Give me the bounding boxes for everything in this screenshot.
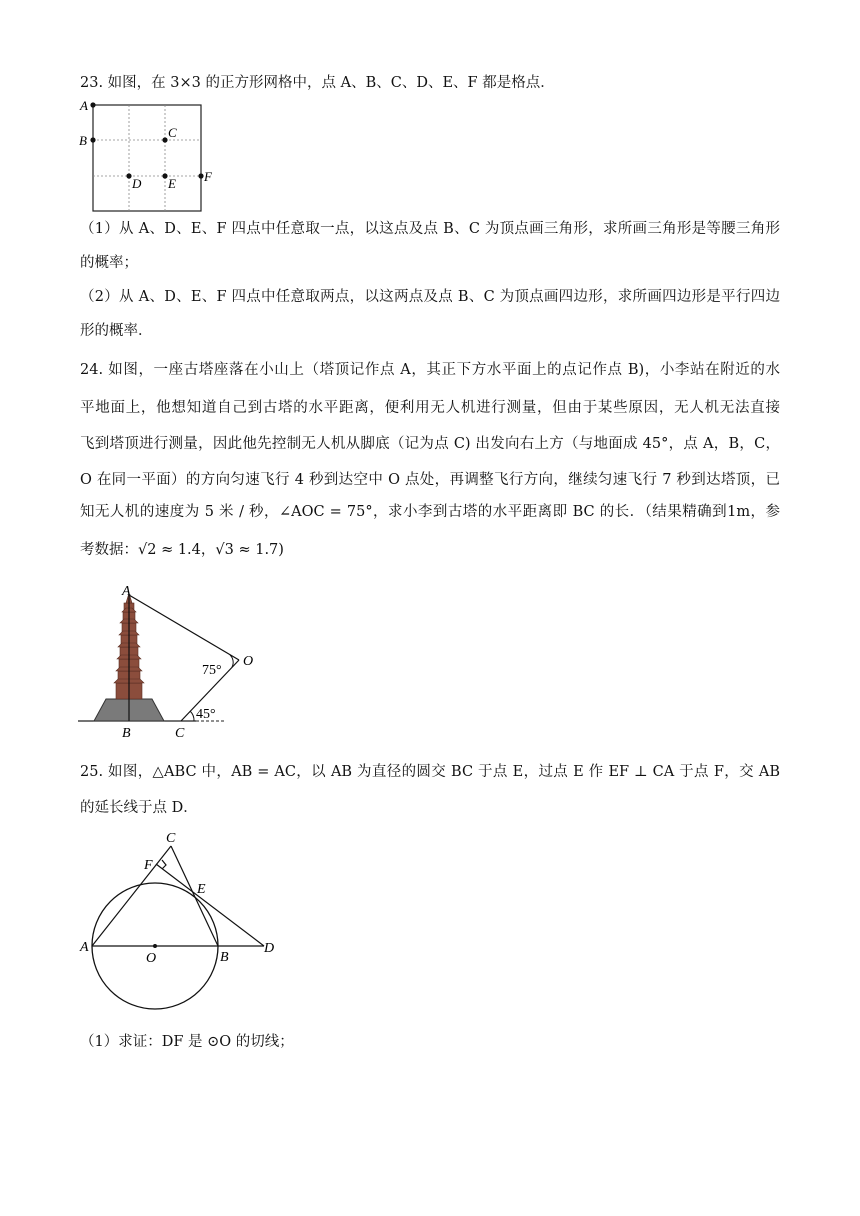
label-F: F	[204, 169, 212, 184]
q23-part2-line2: 形的概率．	[80, 323, 153, 339]
q24-line4: O 在同一平面）的方向匀速飞行 4 秒到达空中 O 点处，再调整飞行方向，继续匀速飞行 7 秒到达塔顶，已	[80, 472, 780, 488]
q23-part2-line1: （2）从 A、D、E、F 四点中任意取两点，以这两点及点 B、C 为顶点画四边形，求所画四边形是平行四边	[80, 289, 780, 305]
q25-circle-figure	[76, 826, 286, 1016]
label-D: D	[132, 176, 142, 191]
label-D: D	[264, 941, 275, 956]
label-B: B	[122, 726, 131, 741]
q24-pagoda-figure	[76, 583, 266, 743]
q23-stem: 23. 如图，在 3×3 的正方形网格中，点 A、B、C、D、E、F 都是格点．	[80, 75, 555, 91]
label-O: O	[243, 654, 254, 669]
label-E: E	[197, 882, 206, 897]
q24-line1: 24. 如图，一座古塔座落在小山上（塔顶记作点 A，其正下方水平面上的点记作点 B)，小李站在附近的水	[80, 362, 780, 378]
angle-75-label: 75°	[202, 663, 222, 678]
label-A: A	[80, 940, 89, 955]
label-E: E	[168, 176, 176, 191]
label-C: C	[166, 831, 176, 846]
label-C: C	[175, 726, 185, 741]
label-C: C	[168, 125, 177, 140]
q24-line3: 飞到塔顶进行测量，因此他先控制无人机从脚底（记为点 C) 出发向右上方（与地面成 45°，点 A，B，C，	[80, 436, 780, 452]
label-A: A	[122, 584, 131, 599]
q25-line2: 的延长线于点 D．	[80, 800, 198, 816]
label-A: A	[80, 98, 88, 113]
label-B: B	[220, 950, 229, 965]
q24-line5: 知无人机的速度为 5 米 / 秒，∠AOC = 75°，求小李到古塔的水平距离即 BC 的长．（结果精确到1m，参	[80, 504, 780, 520]
label-O: O	[146, 951, 157, 966]
q25-line1: 25. 如图，△ABC 中，AB = AC，以 AB 为直径的圆交 BC 于点 E，过点 E 作 EF ⊥ CA 于点 F，交 AB	[80, 764, 780, 780]
label-F: F	[144, 858, 153, 873]
q23-part1-line1: （1）从 A、D、E、F 四点中任意取一点，以这点及点 B、C 为顶点画三角形，求所画三角形是等腰三角形	[80, 221, 780, 237]
q25-part1: （1）求证：DF 是 ⊙O 的切线；	[80, 1034, 294, 1050]
q23-part1-line2: 的概率；	[80, 255, 138, 271]
q24-line2: 平地面上，他想知道自己到古塔的水平距离，便利用无人机进行测量，但由于某些原因，无人机无法直接	[80, 400, 780, 416]
q24-line6: 考数据：√2 ≈ 1.4，√3 ≈ 1.7)	[80, 542, 284, 558]
q23-grid-figure	[76, 98, 221, 218]
label-B: B	[79, 133, 87, 148]
angle-45-label: 45°	[196, 707, 216, 722]
